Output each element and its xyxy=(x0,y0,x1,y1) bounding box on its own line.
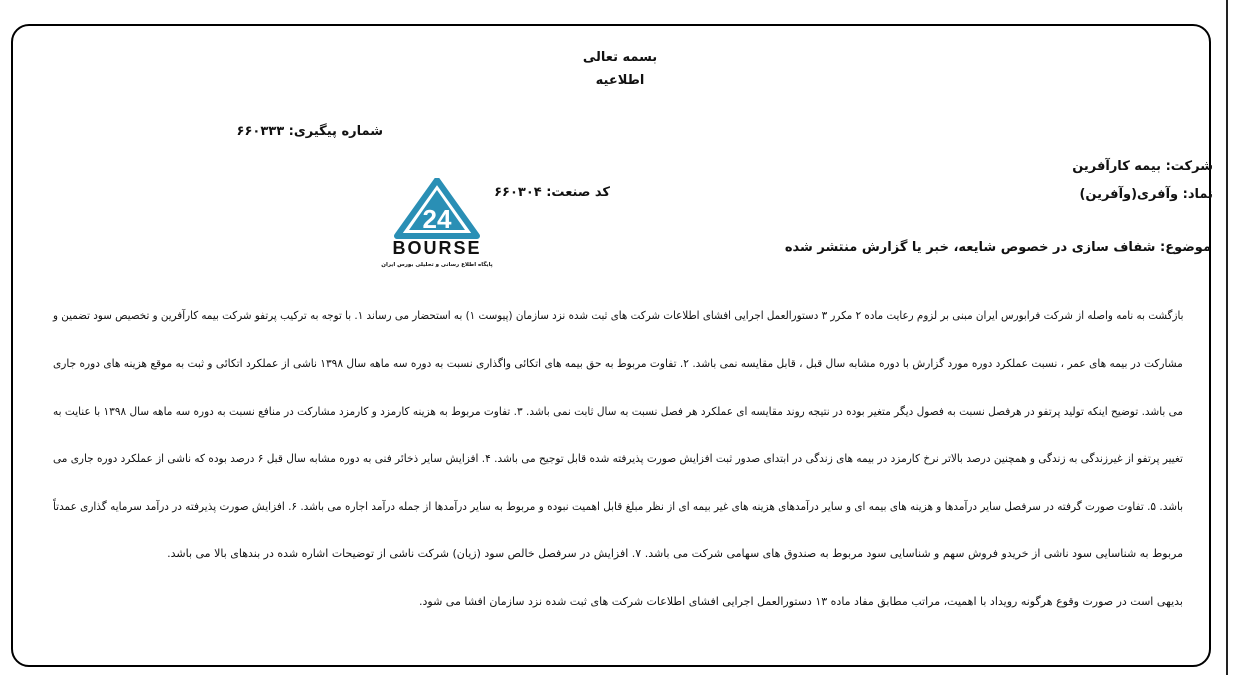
tracking-value: ۶۶۰۳۳۳ xyxy=(236,124,285,139)
bismillah-heading: بسمه تعالی xyxy=(582,50,658,65)
announcement-title: اطلاعیه xyxy=(595,73,645,88)
symbol-line xyxy=(1079,187,1213,202)
announcement-frame xyxy=(11,24,1211,667)
logo-tagline: پایگاه اطلاع رسانی و تحلیلی بورس ایران xyxy=(381,262,493,268)
industry-code xyxy=(494,185,610,200)
body-line-2: مشارکت در بیمه های عمر ، نسبت عملکرد دوره مورد گزارش با دوره مشابه سال قبل ، قابل مقایسه نمی باشد. ۲. تفاوت مربوط به حق بیمه های اتکائی واگذاری نسبت به دوره سه ماهه سال ۱۳۹۸ ناشی از عملکرد اتکائی و ثبت به موقع هزینه های دوره جاری xyxy=(53,357,1183,370)
body-line-5: باشد. ۵. تفاوت صورت گرفته در سرفصل سایر درآمدها و هزینه های بیمه ای و سایر درآمدهای هزینه های غیر بیمه ای از نظر مبلغ قابل اهمیت نبوده و مربوط به سایر درآمدها از جمله درآمد اجاره می باشد. ۶. افزایش صورت پذیرفته در درآمد سرمایه گذاری عمدتاً xyxy=(52,500,1183,513)
bourse24-logo xyxy=(381,178,493,270)
tracking-number xyxy=(237,124,383,139)
body-line-1: بازگشت به نامه واصله از شرکت فرابورس ایران مبنی بر لزوم رعایت ماده ۲ مکرر ۳ دستورالعمل اجرایی افشای اطلاعات شرکت های ثبت شده نزد سازمان (پیوست ۱) به استحضار می رساند ۱. با توجه به ترکیب پرتفو شرکت بیمه کارآفرین و تخصیص سود تضمین و xyxy=(52,309,1183,322)
logo-word: BOURSE xyxy=(392,238,482,258)
industry-code-label: کد صنعت: xyxy=(546,185,610,200)
industry-code-value: ۶۶۰۳۰۴ xyxy=(494,185,542,200)
tracking-label: شماره پیگیری: xyxy=(288,124,383,139)
body-line-4: تغییر پرتفو از غیرزندگی به زندگی و همچنین درصد بالاتر نرخ کارمزد در بیمه های زندگی در ابتدای صدور ثبت افزایش صورت پذیرفته شده قابل توجیح می باشد. ۴. افزایش سایر ذخائر فنی به دوره مشابه سال قبل ۶ درصد بوده که ناشی از عملکرد دوره جاری می xyxy=(53,452,1184,465)
company-line xyxy=(1072,159,1213,174)
body-line-6: مربوط به شناسایی سود ناشی از خریدو فروش سهم و شناسایی سود مربوط به صندوق های سهامی شرکت می باشد. ۷. افزایش در سرفصل خالص سود (زیان) شرکت ناشی از توضیحات اشاره شده در بندهای بالا می باشد. xyxy=(167,547,1183,560)
symbol-label: نماد: xyxy=(1182,187,1213,202)
body-line-7: بدیهی است در صورت وقوع هرگونه رویداد با اهمیت، مراتب مطابق مفاد ماده ۱۳ دستورالعمل اجرایی افشای اطلاعات شرکت های ثبت شده نزد سازمان افشا می شود. xyxy=(419,595,1183,608)
company-value: بیمه کارآفرین xyxy=(1072,159,1162,174)
bourse24-logo-graphic xyxy=(381,178,493,270)
subject-line xyxy=(785,240,1211,255)
subject-value: شفاف سازی در خصوص شایعه، خبر یا گزارش منتشر شده xyxy=(784,240,1156,255)
symbol-value: وآفری(وآفرین) xyxy=(1079,187,1179,202)
body-line-3: می باشد. توضیح اینکه تولید پرتفو در هرفصل نسبت به فصول دیگر متغیر بوده در نتیجه روند مقایسه ای عملکرد هر فصل نسبت به سال ثابت نمی باشد. ۳. تفاوت مربوط به هزینه کارمزد و کارمزد مشارکت در منافع نسبت به دوره سه ماهه سال ۱۳۹۸ با عنایت به xyxy=(52,405,1183,418)
logo-mark-text: 24 xyxy=(422,204,452,234)
page-right-border xyxy=(1226,0,1228,675)
subject-label: موضوع: xyxy=(1160,240,1211,255)
company-label: شرکت: xyxy=(1165,159,1213,174)
